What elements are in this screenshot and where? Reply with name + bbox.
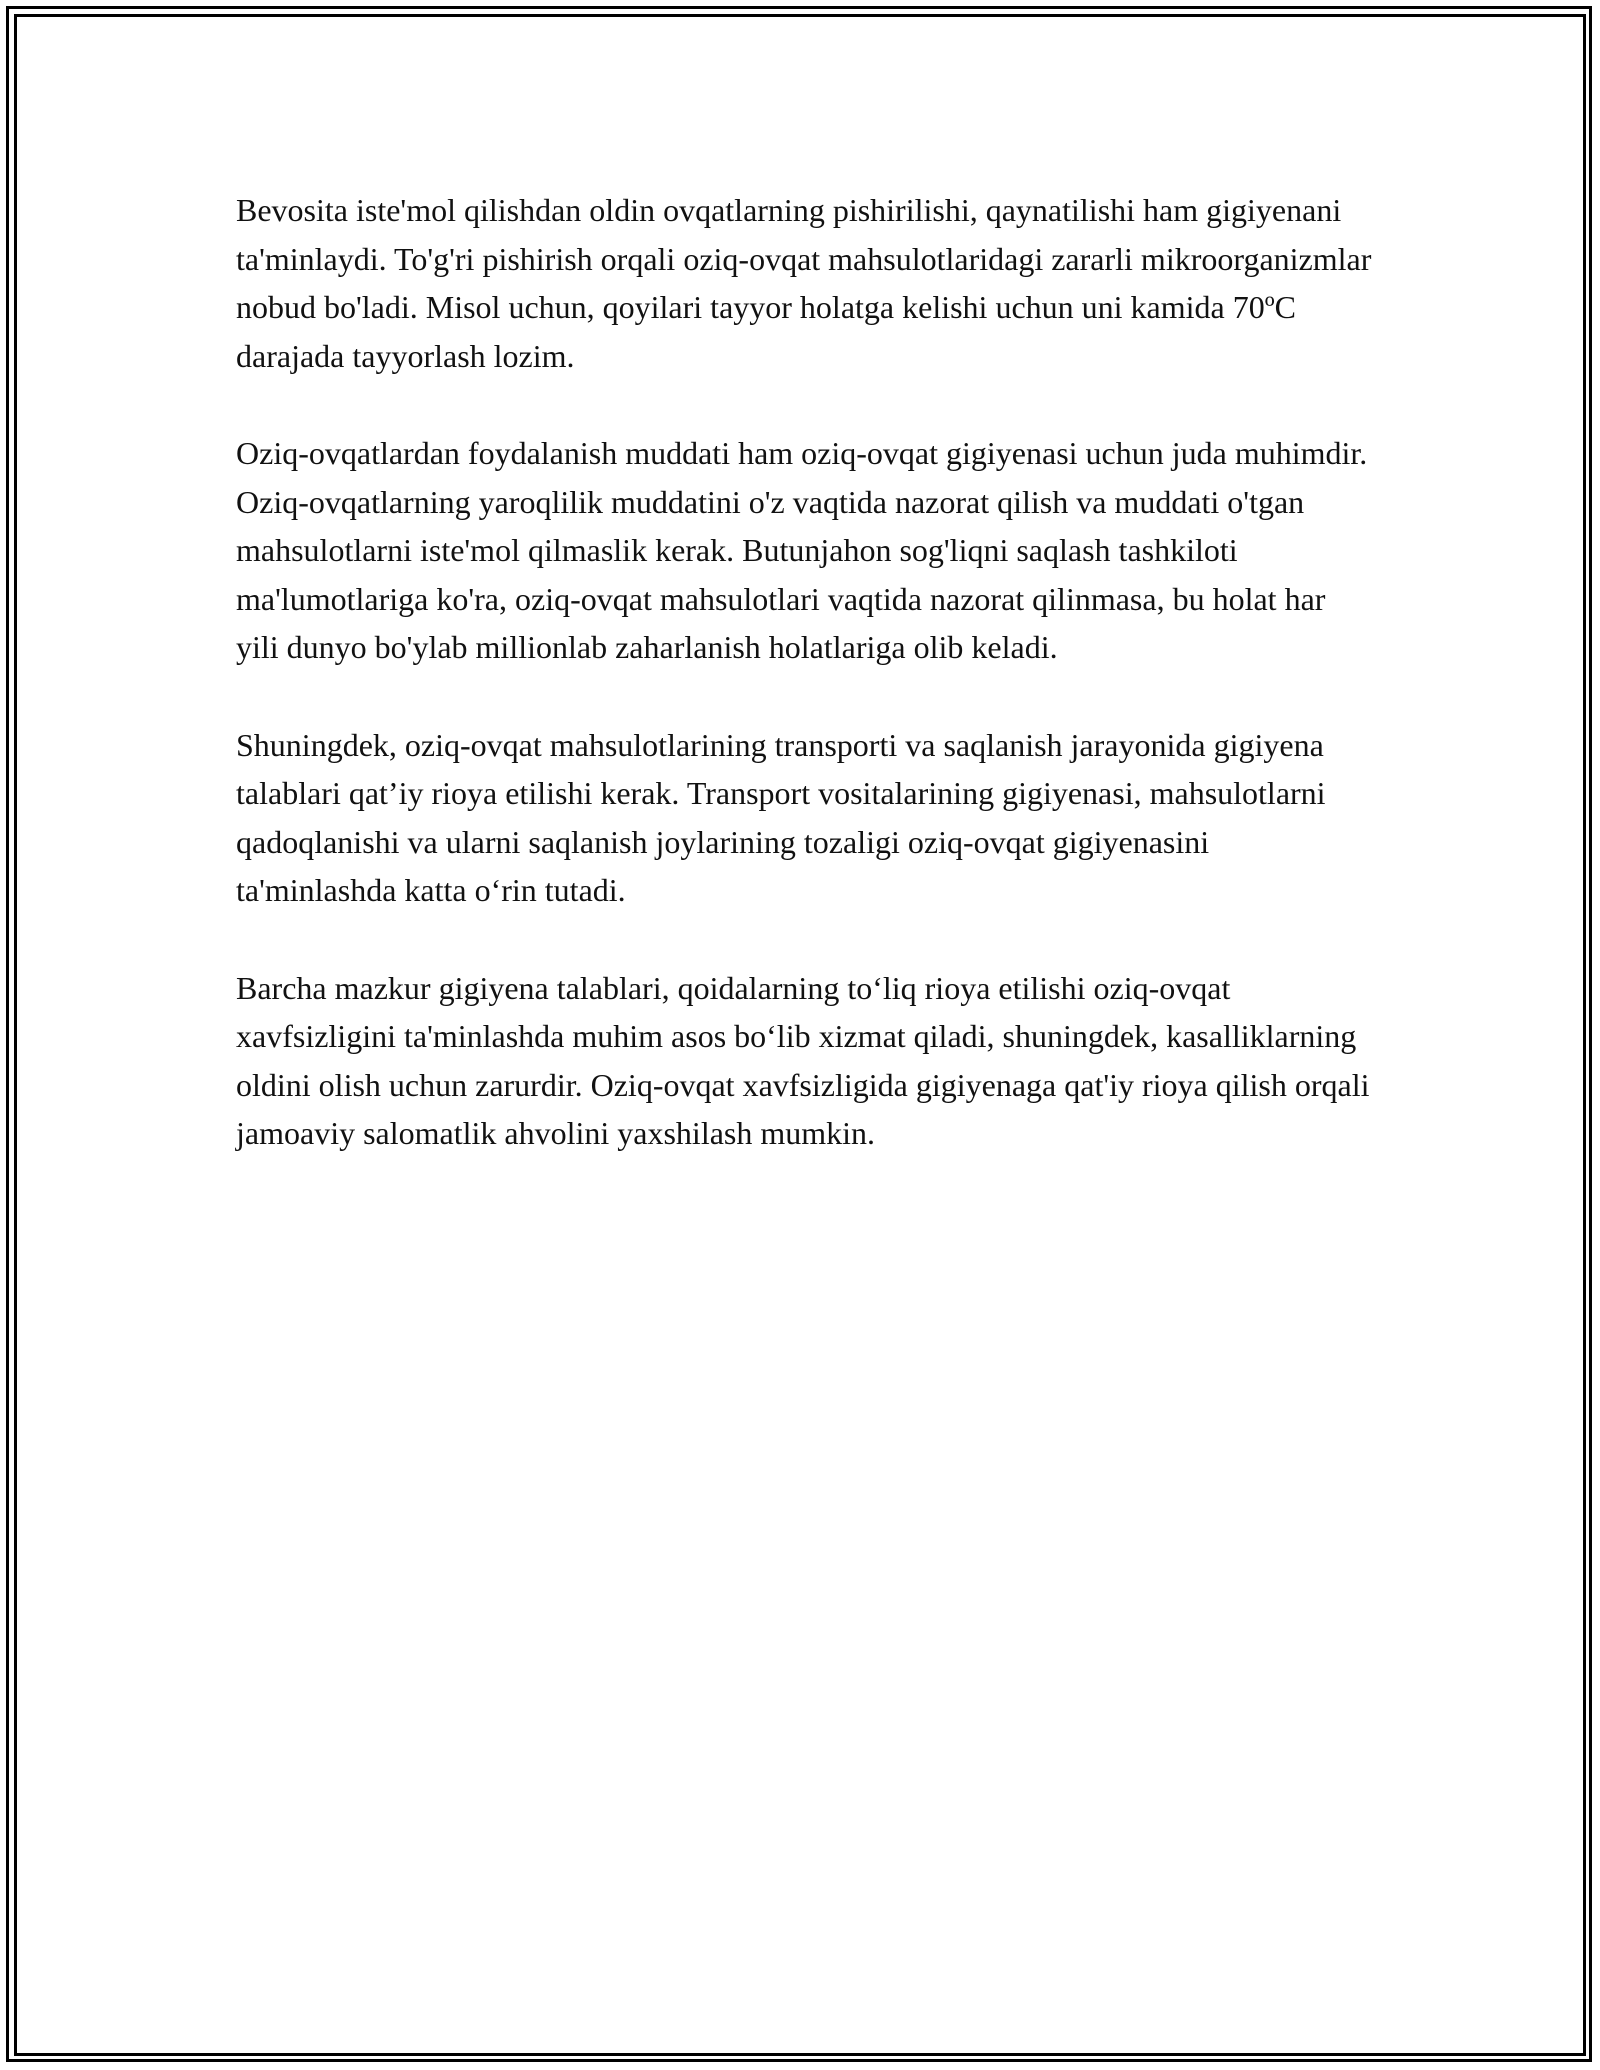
paragraph-conclusion: Barcha mazkur gigiyena talablari, qoidalarning to‘liq rioya etilishi oziq-ovqat xavfsizligini ta'minlashda muhim asos bo‘lib xizmat qiladi, shuningdek, kasalliklarning oldini olish uchun zarurdir. Oziq-ovqat xavfsizligida gigiyenaga qat'iy rioya qilish orqali jamoaviy salomatlik ahvolini yaxshilash mumkin. [236, 969, 1370, 1151]
paragraph-cooking: Bevosita iste'mol qilishdan oldin ovqatlarning pishirilishi, qaynatilishi ham gigiyenani ta'minlaydi. To'g'ri pishirish orqali oziq-ovqat mahsulotlaridagi zararli mikroorganizmlar nobud bo'ladi. Misol uchun, qoyilari tayyor holatga kelishi uchun uni kamida 70ºC darajada tayyorlash lozim. [236, 192, 1372, 374]
paragraph-shelf-life: Oziq-ovqatlardan foydalanish muddati ham oziq-ovqat gigiyenasi uchun juda muhimdir. Oziq-ovqatlarning yaroqlilik muddatini o'z vaqtida nazorat qilish va muddati o'tgan mahsulotlarni iste'mol qilmaslik kerak. Butunjahon sog'liqni saqlash tashkiloti ma'lumotlariga ko'ra, oziq-ovqat mahsulotlari vaqtida nazorat qilinmasa, bu holat har yili dunyo bo'ylab millionlab zaharlanish holatlariga olib keladi. [236, 435, 1368, 665]
paragraph-transport-storage: Shuningdek, oziq-ovqat mahsulotlarining transporti va saqlanish jarayonida gigiyena talablari qat’iy rioya etilishi kerak. Transport vositalarining gigiyenasi, mahsulotlarni qadoqlanishi va ularni saqlanish joylarining tozaligi oziq-ovqat gigiyenasini ta'minlashda katta o‘rin tutadi. [236, 726, 1326, 908]
document-body [236, 186, 1376, 1207]
